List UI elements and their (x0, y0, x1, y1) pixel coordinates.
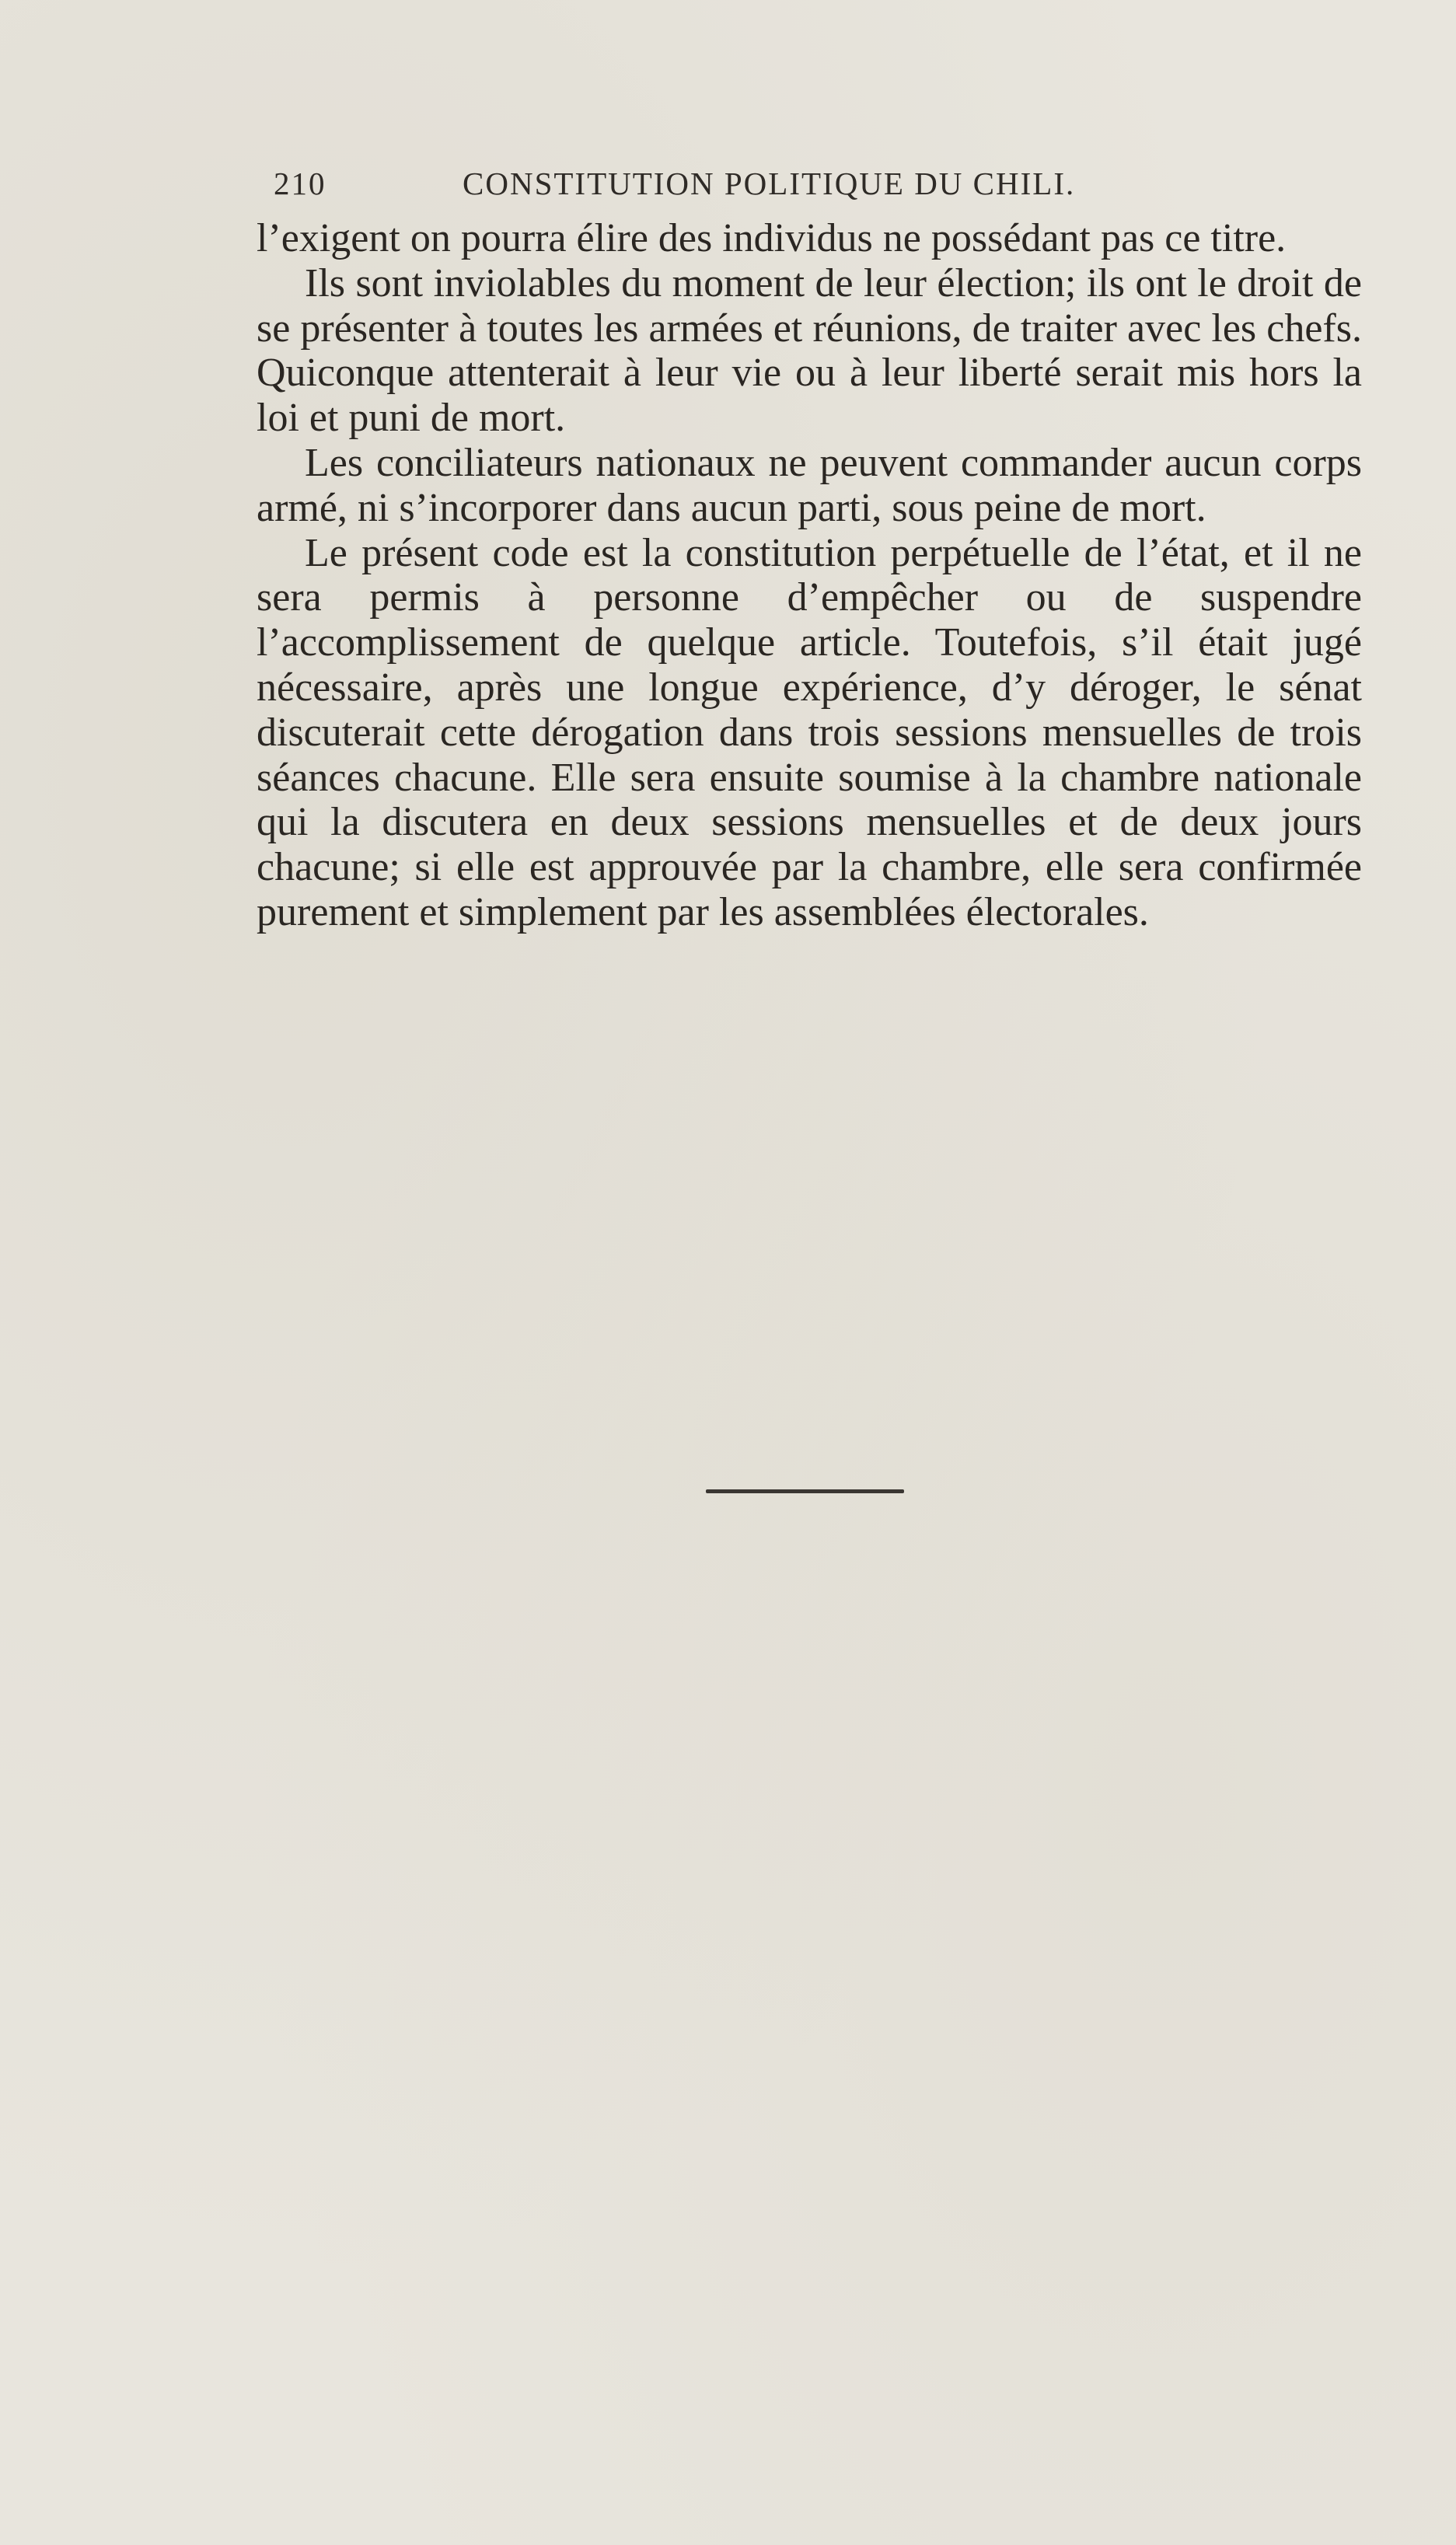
end-rule-divider (706, 1489, 904, 1493)
paragraph-inviolability: Ils sont inviolables du moment de leur élection; ils ont le droit de se présenter à toutes les armées et réunions, de traiter avec les chefs. Quiconque attenterait à leur vie ou à leur liberté serait mis hors la loi et puni de mort. (257, 260, 1362, 441)
body-text (257, 216, 1362, 935)
paragraph-perpetual-constitution: Le présent code est la constitution perpétuelle de l’état, et il ne sera permis à personne d’empêcher ou de suspendre l’accomplissement de quelque article. Toutefois, s’il était jugé nécessaire, après une longue expérience, d’y déroger, le sénat discuterait cette dérogation dans trois sessions mensuelles de trois séances chacune. Elle sera ensuite soumise à la chambre nationale qui la discutera en deux sessions mensuelles et de deux jours chacune; si elle est approuvée par la chambre, elle sera confirmée purement et simplement par les assemblées électorales. (257, 530, 1362, 934)
running-head (274, 165, 1206, 211)
running-title: CONSTITUTION POLITIQUE DU CHILI. (463, 166, 1076, 201)
paragraph-continuation: l’exigent on pourra élire des individus ne possédant pas ce titre. (257, 216, 1287, 260)
paragraph-conciliators: Les conciliateurs nationaux ne peuvent commander aucun corps armé, ni s’incorporer dans aucun parti, sous peine de mort. (257, 440, 1362, 530)
page-number: 210 (274, 166, 326, 201)
